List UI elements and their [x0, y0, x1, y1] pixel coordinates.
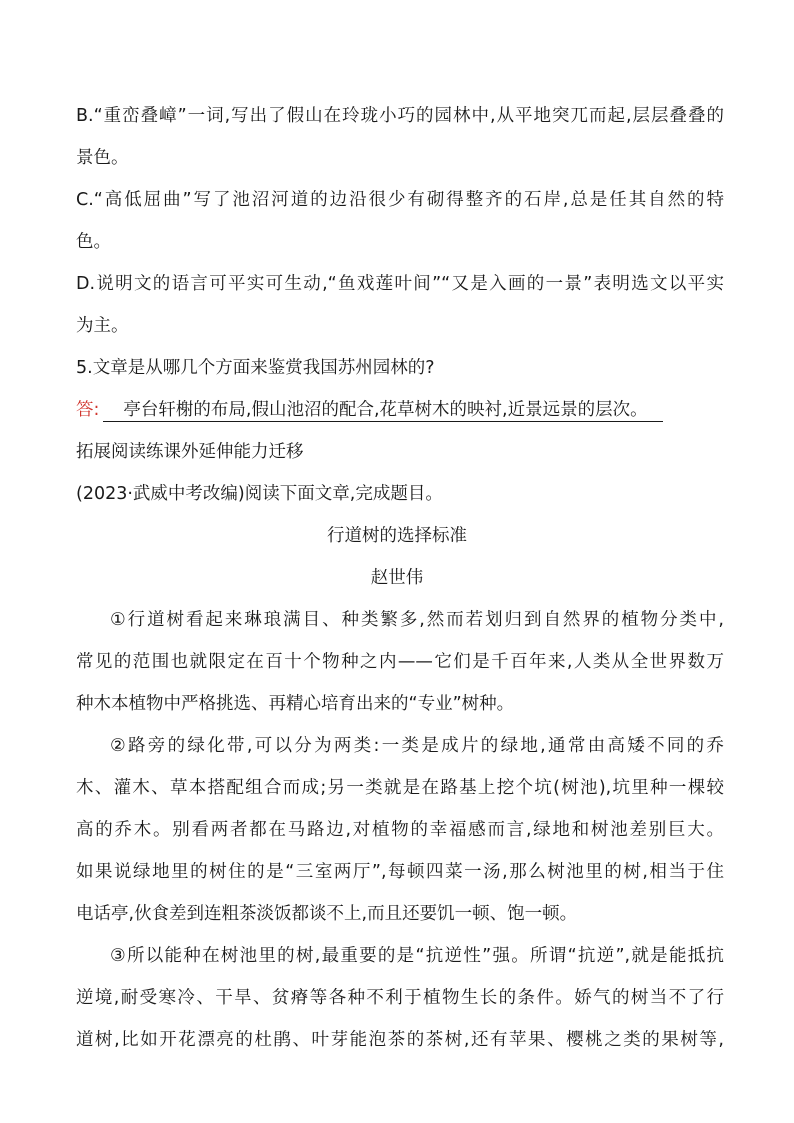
option-c-line-1: C.“高低屈曲”写了池沼河道的边沿很少有砌得整齐的石岸,总是任其自然的特 — [76, 190, 724, 210]
option-d-line-1: D.说明文的语言可平实可生动,“鱼戏莲叶间”“又是入画的一景”表明选文以平实 — [76, 274, 724, 294]
paragraph-2-line-4: 如果说绿地里的树住的是“三室两厅”,每顿四菜一汤,那么树池里的树,相当于住 — [76, 862, 724, 882]
answer-label: 答: — [76, 400, 100, 420]
reading-instruction: (2023·武威中考改编)阅读下面文章,完成题目。 — [76, 484, 443, 504]
paragraph-2-line-5: 电话亭,伙食差到连粗茶淡饭都谈不上,而且还要饥一顿、饱一顿。 — [76, 904, 578, 924]
paragraph-3-line-2: 逆境,耐受寒冷、干旱、贫瘠等各种不利于植物生长的条件。娇气的树当不了行 — [76, 988, 724, 1008]
option-c-line-2: 色。 — [76, 232, 111, 252]
article-author: 赵世伟 — [370, 568, 424, 588]
question-5: 5.文章是从哪几个方面来鉴赏我国苏州园林的? — [76, 358, 435, 378]
answer-text: 亭台轩榭的布局,假山池沼的配合,花草树木的映衬,近景远景的层次。 — [103, 399, 663, 422]
section-heading: 拓展阅读练课外延伸能力迁移 — [76, 442, 304, 462]
option-b-line-2: 景色。 — [76, 148, 129, 168]
paragraph-2-line-3: 高的乔木。别看两者都在马路边,对植物的幸福感而言,绿地和树池差别巨大。 — [76, 820, 724, 840]
paragraph-1-line-1: ①行道树看起来琳琅满目、种类繁多,然而若划归到自然界的植物分类中, — [110, 610, 724, 630]
paragraph-1-line-3: 种木本植物中严格挑选、再精心培育出来的“专业”树种。 — [76, 694, 515, 714]
answer-row — [76, 398, 663, 422]
option-d-line-2: 为主。 — [76, 316, 129, 336]
paragraph-3-line-3: 道树,比如开花漂亮的杜鹃、叶芽能泡茶的茶树,还有苹果、樱桃之类的果树等, — [76, 1030, 724, 1050]
paragraph-2-line-1: ②路旁的绿化带,可以分为两类:一类是成片的绿地,通常由高矮不同的乔 — [110, 736, 724, 756]
paragraph-1-line-2: 常见的范围也就限定在百十个物种之内——它们是千百年来,人类从全世界数万 — [76, 652, 724, 672]
option-b-line-1: B.“重峦叠嶂”一词,写出了假山在玲珑小巧的园林中,从平地突兀而起,层层叠叠的 — [76, 106, 724, 126]
paragraph-3-line-1: ③所以能种在树池里的树,最重要的是“抗逆性”强。所谓“抗逆”,就是能抵抗 — [110, 946, 724, 966]
article-title: 行道树的选择标准 — [327, 526, 467, 546]
paragraph-2-line-2: 木、灌木、草本搭配组合而成;另一类就是在路基上挖个坑(树池),坑里种一棵较 — [76, 778, 724, 798]
